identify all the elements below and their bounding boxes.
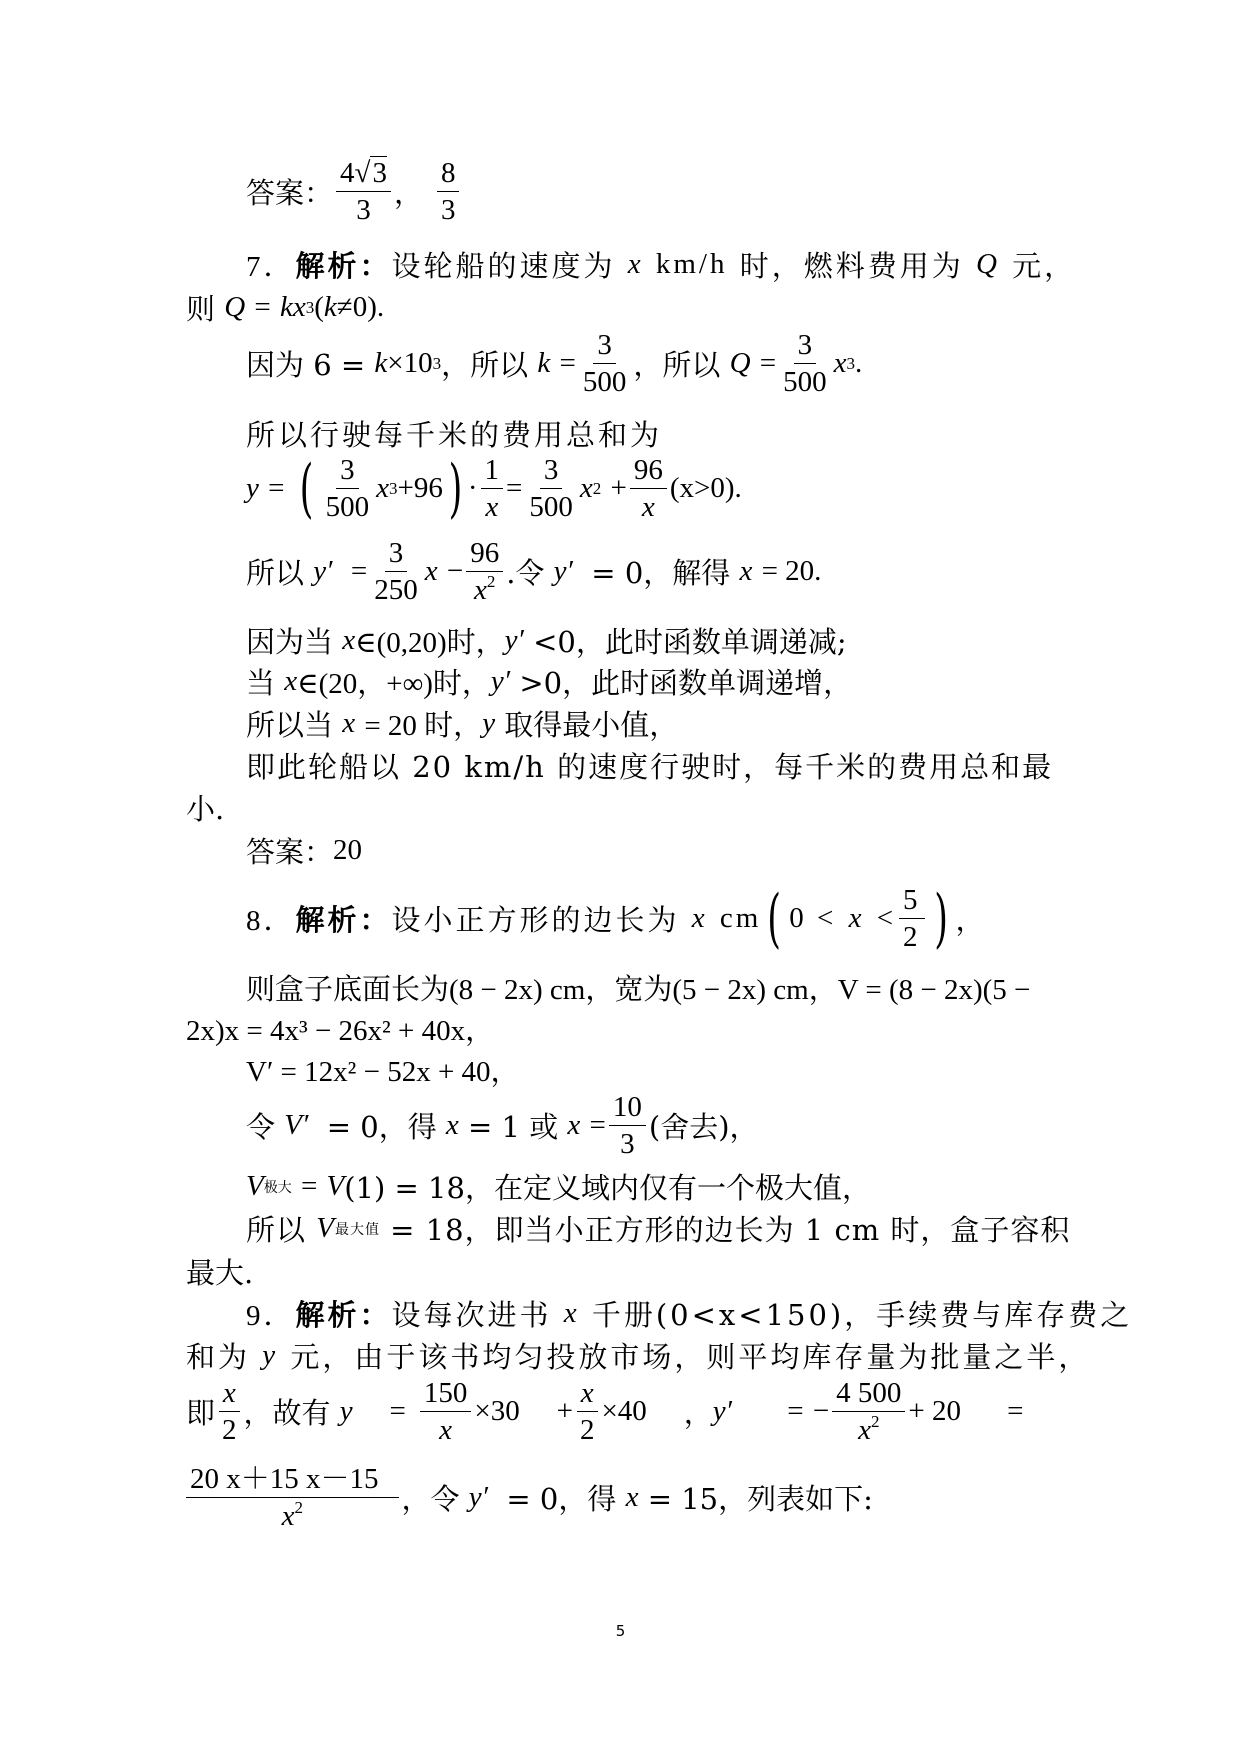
fraction: $\frac{3}{500}$	[529, 454, 573, 524]
problem-7-line-4: 所以行驶每千米的费用总和为	[246, 418, 663, 452]
problem-7-line-5: y = ( $\frac{3}{500}$ x 3 +96 ) · $\frac{1}{x}$ = $\frac{3}{500}$ x 2 + $\frac{96}{x}$ (x>0).	[246, 451, 742, 526]
problem-7-line-8: 当 x ∈(20，+∞)时， y′ >0，此时函数单调递增，	[246, 665, 853, 700]
fraction: $\frac{96}{x}$	[630, 455, 667, 523]
problem-7-line-3: 因为 6 = k ×10 3 ，所以 k = $\frac{3}{500}$ ，所以 Q = $\frac{3}{500}$ x 3 .	[246, 329, 863, 399]
fraction: $\frac{4 500}{x^2}$	[832, 1378, 905, 1446]
problem-9-line-1: 9． 解析： 设每次进书 x 千册(0<x<150)，手续费与库存费之	[246, 1293, 1132, 1334]
fraction: $\frac{8}{3}$	[437, 158, 460, 226]
fraction: $\frac{4√3}{3}$	[336, 158, 391, 226]
fraction: $\frac{20 x+15 x-15}{x^2}$	[186, 1464, 399, 1532]
problem-8-line-7: 所以 V 最大值 = 18，即当小正方形的边长为 1 cm 时，盒子容积	[246, 1212, 1071, 1247]
answer-label: 答案：	[246, 835, 334, 869]
problem-7-line-6: 所以 y′ = $\frac{3}{250}$ x − $\frac{96}{x^2}$ .令 y′ = 0，解得 x = 20.	[246, 537, 822, 607]
fraction: $\frac{3}{250}$	[374, 537, 418, 607]
problem-8-line-3: 2x)x = 4x³ − 26x² + 40x，	[186, 1015, 495, 1047]
fraction: $\frac{3}{500}$	[582, 329, 627, 399]
problem-9-line-4: $\frac{20 x+15 x-15}{x^2}$ ，令 y′ = 0，得 x = 15，列表如下:	[186, 1464, 873, 1532]
problem-8-line-1: 8． 解析： 设小正方形的边长为 x cm ( 0 < x < $\frac{5}{2}$ ) ，	[246, 881, 988, 956]
analysis-label: 解析：	[295, 903, 392, 938]
answer-label: 答案：	[246, 176, 334, 211]
problem-8-line-2: 则盒子底面长为(8 − 2x) cm，宽为(5 − 2x) cm，V = (8 − 2x)(5 −	[246, 974, 1031, 1006]
problem-7-line-10: 即此轮船以 20 km/h 的速度行驶时，每千米的费用总和最	[246, 750, 1054, 784]
problem-7-line-11: 小.	[186, 792, 225, 826]
answer-7-line: 答案： 20	[246, 830, 362, 871]
problem-7-line-9: 所以当 x = 20 时， y 取得最小值，	[246, 707, 679, 742]
fraction: $\frac{96}{x^2}$	[466, 538, 503, 606]
fraction: $\frac{3}{500}$	[783, 329, 827, 399]
problem-8-line-8: 最大.	[186, 1256, 254, 1290]
page-number: 5	[615, 1622, 626, 1640]
analysis-label: 解析：	[295, 1298, 392, 1332]
problem-9-line-3: 即 $\frac{x}{2}$ ，故有 y = $\frac{150}{x}$ ×30 + $\frac{x}{2}$ ×40 ， y′ = − $\frac{4 500}{x^2}$ + 20 =	[186, 1377, 1024, 1447]
problem-9-line-2: 和为 y 元，由于该书均匀投放市场，则平均库存量为批量之半，	[186, 1339, 1091, 1374]
analysis-label: 解析：	[295, 249, 392, 283]
problem-7-line-7: 因为当 x ∈(0,20)时， y′ <0，此时函数单调递减;	[246, 624, 847, 659]
fraction: $\frac{x}{2}$	[218, 1378, 241, 1446]
answer-6-line: 答案： $\frac{4√3}{3}$ ， $\frac{8}{3}$	[246, 158, 462, 226]
fraction: $\frac{1}{x}$	[481, 455, 504, 523]
fraction: $\frac{3}{500}$	[325, 454, 370, 524]
problem-7-line-1: 7． 解析： 设轮船的速度为 x km/h 时，燃料费用为 Q 元，	[246, 244, 1076, 285]
problem-8-line-6: V 极大 = V (1) = 18，在定义域内仅有一个极大值，	[246, 1170, 871, 1205]
fraction: $\frac{10}{3}$	[609, 1092, 646, 1160]
problem-7-line-2: 则 Q = kx 3 ( k ≠0).	[186, 291, 385, 326]
problem-8-line-4: V′ = 12x² − 52x + 40，	[246, 1056, 520, 1088]
fraction: $\frac{5}{2}$	[899, 885, 925, 953]
fraction: $\frac{150}{x}$	[420, 1378, 472, 1446]
problem-8-line-5: 令 V′ = 0，得 x = 1 或 x = $\frac{10}{3}$ (舍去)，	[246, 1091, 759, 1161]
fraction: $\frac{x}{2}$	[576, 1378, 599, 1446]
